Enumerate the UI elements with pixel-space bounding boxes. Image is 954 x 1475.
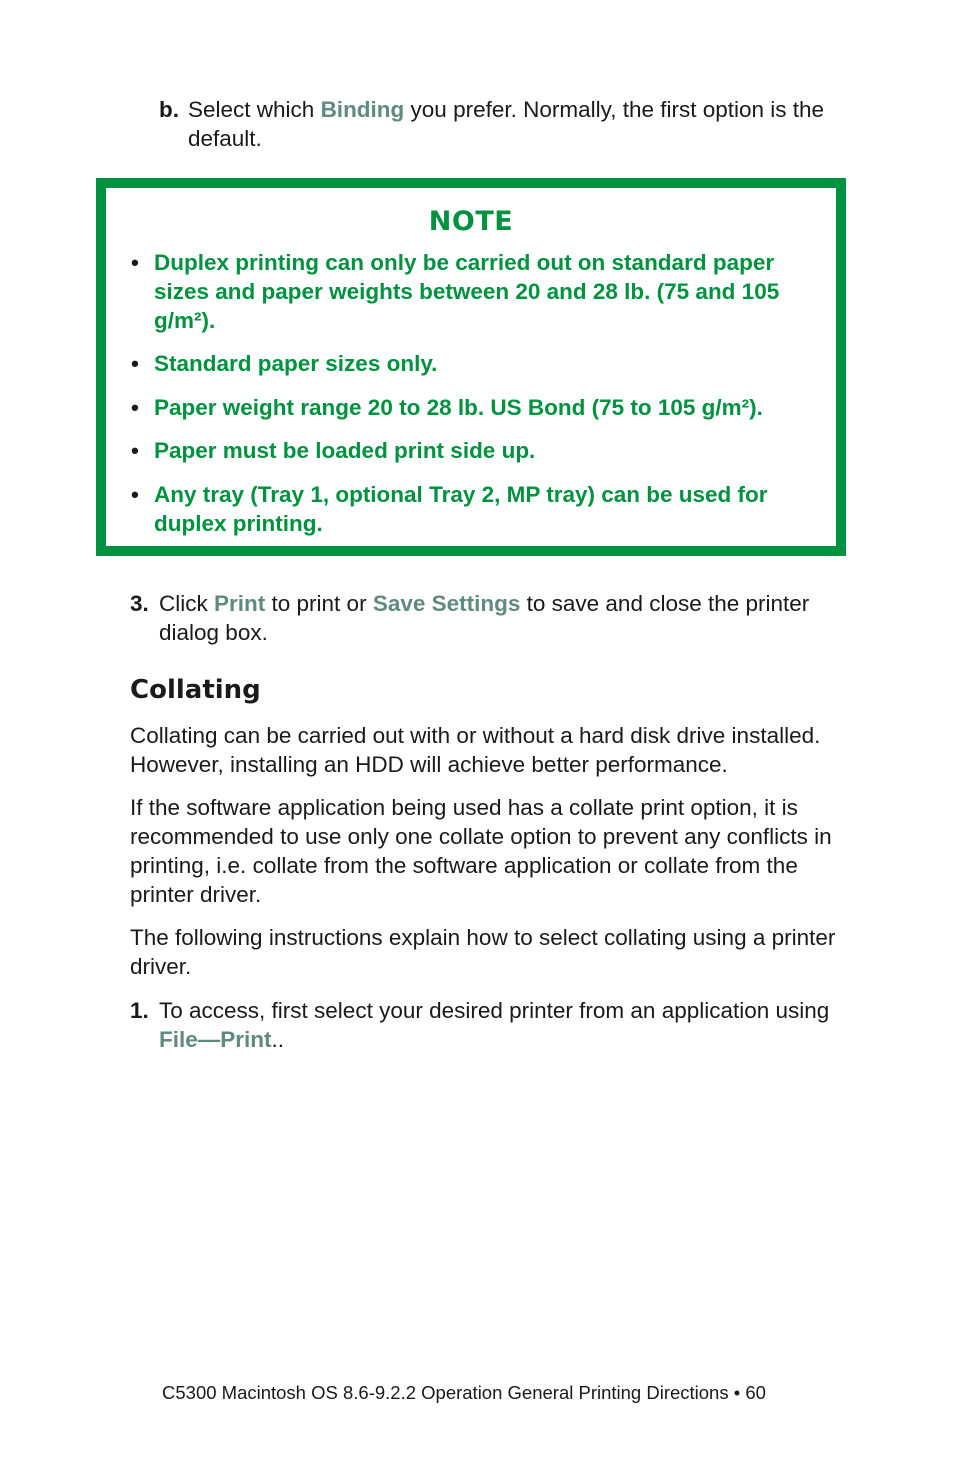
bullet-icon: •: [131, 250, 139, 275]
save-settings-keyword: Save Settings: [372, 591, 521, 616]
step-3: [130, 589, 859, 647]
note-item-text: Paper weight range 20 to 28 lb. US Bond (75 to 105 g/m²).: [154, 395, 763, 420]
step-number: 3.: [130, 591, 149, 616]
step-b: [159, 95, 848, 153]
step-text: Click: [159, 591, 214, 616]
step-number: 1.: [130, 998, 149, 1023]
paragraph: The following instructions explain how to select collating using a printer driver.: [130, 925, 836, 979]
note-item: [131, 248, 824, 335]
note-title: NOTE: [428, 206, 514, 237]
note-item-text: Any tray (Tray 1, optional Tray 2, MP tray) can be used for duplex printing.: [154, 482, 768, 536]
step-number: b.: [159, 97, 179, 122]
step-text: ..: [271, 1027, 285, 1052]
bullet-icon: •: [131, 482, 139, 507]
file-print-keyword: File—Print: [159, 1027, 272, 1052]
step-text: to save and close the printer dialog box.: [159, 591, 810, 645]
binding-keyword: Binding: [320, 97, 405, 122]
note-item-text: Standard paper sizes only.: [154, 351, 438, 376]
note-item: [131, 349, 824, 378]
bullet-icon: •: [131, 438, 139, 463]
note-box: [96, 178, 846, 556]
paragraph: Collating can be carried out with or without a hard disk drive installed. However, installing an HDD will achieve better performance.: [130, 723, 821, 777]
bullet-icon: •: [131, 351, 139, 376]
print-keyword: Print: [214, 591, 266, 616]
note-item: [131, 480, 824, 538]
section-heading: Collating: [130, 675, 261, 705]
step-text: to print or: [265, 591, 373, 616]
note-item-text: Duplex printing can only be carried out on standard paper sizes and paper weights between 20 and 28 lb. (75 and 105 g/m²).: [154, 250, 780, 333]
step-text: Select which: [188, 97, 321, 122]
paragraph: If the software application being used has a collate print option, it is recommended to use only one collate option to prevent any conflicts in printing, i.e. collate from the software application or collate from the printer driver.: [130, 795, 832, 907]
page-footer: C5300 Macintosh OS 8.6-9.2.2 Operation General Printing Directions • 60: [162, 1382, 766, 1403]
step-text: To access, first select your desired printer from an application using: [159, 998, 830, 1023]
step-text: you prefer. Normally, the first option is the default.: [188, 97, 825, 151]
note-item: [131, 436, 824, 465]
step-1: [130, 996, 839, 1054]
note-item: [131, 393, 824, 422]
bullet-icon: •: [131, 395, 139, 420]
note-item-text: Paper must be loaded print side up.: [154, 438, 536, 463]
